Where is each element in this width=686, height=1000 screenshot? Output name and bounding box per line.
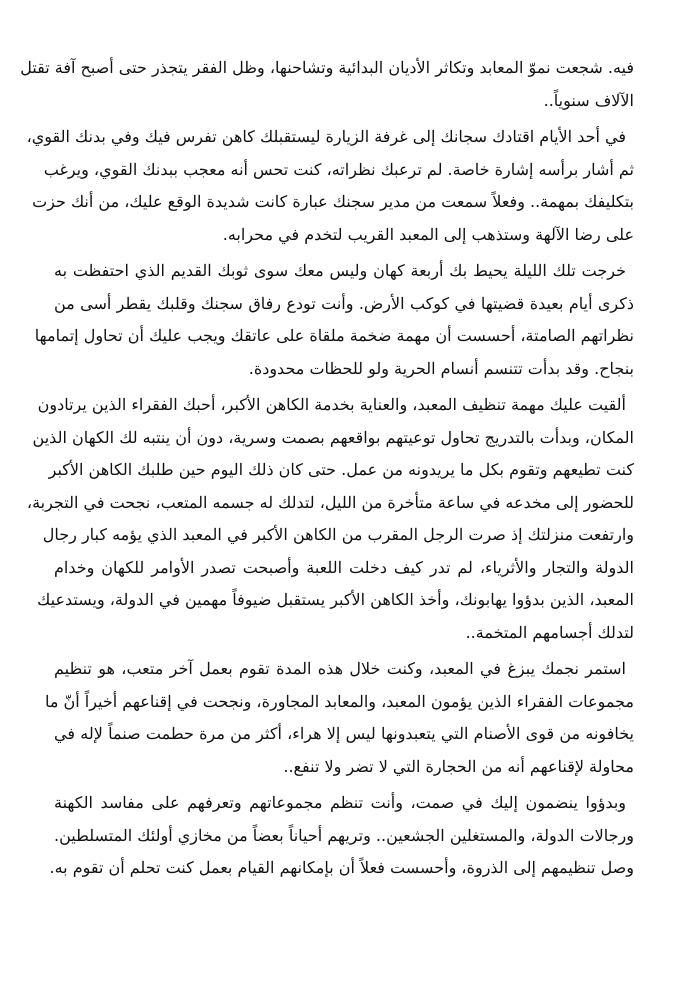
text-line: بنجاح. وقد بدأت تتنسم أنسام الحرية ولو للحظات محدودة. [248, 358, 634, 378]
text-line: في أحد الأيام اقتادك سجانك إلى غرفة الزيارة ليستقبلك كاهن تفرس فيك وفي بدنك القوي، [26, 127, 626, 146]
paragraph-5 [44, 653, 634, 783]
text-line: بتكليفك بمهمة.. وفعلاً سمعت من مدير سجنك عبارة كانت شديدة الوقع عليك، من أنك حزت [32, 192, 634, 211]
text-line: المكان، وبدأت بالتدريج تحاول توعيتهم بواقعهم بصمت وسرية، دون أن ينتبه لك الكهان الذين [32, 427, 634, 447]
document-page [20, 52, 634, 889]
text-line: ذكرى أيام بعيدة قضيتها في كوكب الأرض. وأنت تودع رفاق سجنك وقلبك يقطر أسى من [54, 293, 634, 313]
text-line: نظراتهم الصامتة، أحسست أن مهمة ضخمة ملقاة على عاتقك ويجب عليك أن تحاول إتمامها [34, 326, 634, 345]
text-line: كنت تطيعهم وتقوم بكل ما يريدونه من عمل. حتى كان ذلك اليوم حين طلبك الكاهن الأكبر [48, 460, 634, 479]
paragraph-2 [26, 121, 634, 251]
text-line: الآلاف سنوياً.. [543, 90, 634, 110]
text-line: وارتفعت منزلتك إذ صرت الرجل المقرب من الكاهن الأكبر في المعبد الذي يؤمه كبار رجال [42, 525, 634, 544]
text-line: خرجت تلك الليلة يحيط بك أربعة كهان وليس معك سوى ثوبك القديم الذي احتفظت به [54, 261, 626, 280]
text-line: محاولة لإقناعهم أنه من الحجارة التي لا تضر ولا تنفع.. [283, 756, 634, 776]
text-line: استمر نجمك يبزغ في المعبد، وكنت خلال هذه المدة تقوم بعمل آخر متعب، هو تنظيم [54, 659, 626, 678]
text-line: ثم أشار برأسه إشارة خاصة. لم ترعبك نظراته، كنت تحس أنه معجب ببدنك القوي، ويرغب [43, 159, 634, 179]
text-line: على رضا الآلهة وستذهب إلى المعبد القريب لتخدم في محرابه. [222, 224, 634, 244]
text-line: فيه. شجعت نموّ المعابد وتكاثر الأديان البدائية وتشاحنها، وظل الفقر يتجذر حتى أصبح آفة تقتل [20, 58, 634, 77]
text-line: المعبد، الذين بدؤوا يهابونك، وأخذ الكاهن الأكبر يستقبل ضيوفاً مهمين في الدولة، ويستدعيك [37, 590, 634, 609]
text-line: الدولة والتجار والأثرياء، لم تدر كيف دخلت اللعبة وأصبحت تصدر الأوامر للكهان وخدام [54, 557, 634, 577]
text-line: مجموعات الفقراء الذين يؤمون المعبد، والمعابد المجاورة، ونجحت في إقناعهم أخيراً أنّ ما [44, 691, 634, 711]
paragraph-1 [20, 52, 634, 117]
text-line: لتدلك أجسامهم المتخمة.. [465, 622, 634, 642]
text-line: ألقيت عليك مهمة تنظيف المعبد، والعناية بخدمة الكاهن الأكبر، أحبك الفقراء الذين يرتادون [37, 395, 626, 414]
paragraph-6 [49, 787, 634, 885]
text-line: يخافونه من قوى الأصنام التي يتعبدونها ليس إلا هراء، أكثر من مرة حطمت صنماً لإله في [54, 724, 634, 743]
paragraph-4 [26, 389, 634, 649]
paragraph-3 [34, 255, 634, 385]
text-line: ورجالات الدولة، والمستغلين الجشعين.. وتريهم أحياناً بعضاً من مخازي أولئك المتسلطين. [54, 825, 634, 845]
text-line: وصل تنظيمهم إلى الذروة، وأحسست فعلاً أن بإمكانهم القيام بعمل كنت تحلم أن تقوم به. [49, 858, 634, 877]
text-line: وبدؤوا ينضمون إليك في صمت، وأنت تنظم مجموعاتهم وتعرفهم على مفاسد الكهنة [54, 793, 627, 812]
text-line: للحضور إلى مخدعه في ساعة متأخرة من الليل، لتدلك له جسمه المتعب، نجحت في التجربة، [26, 492, 634, 512]
